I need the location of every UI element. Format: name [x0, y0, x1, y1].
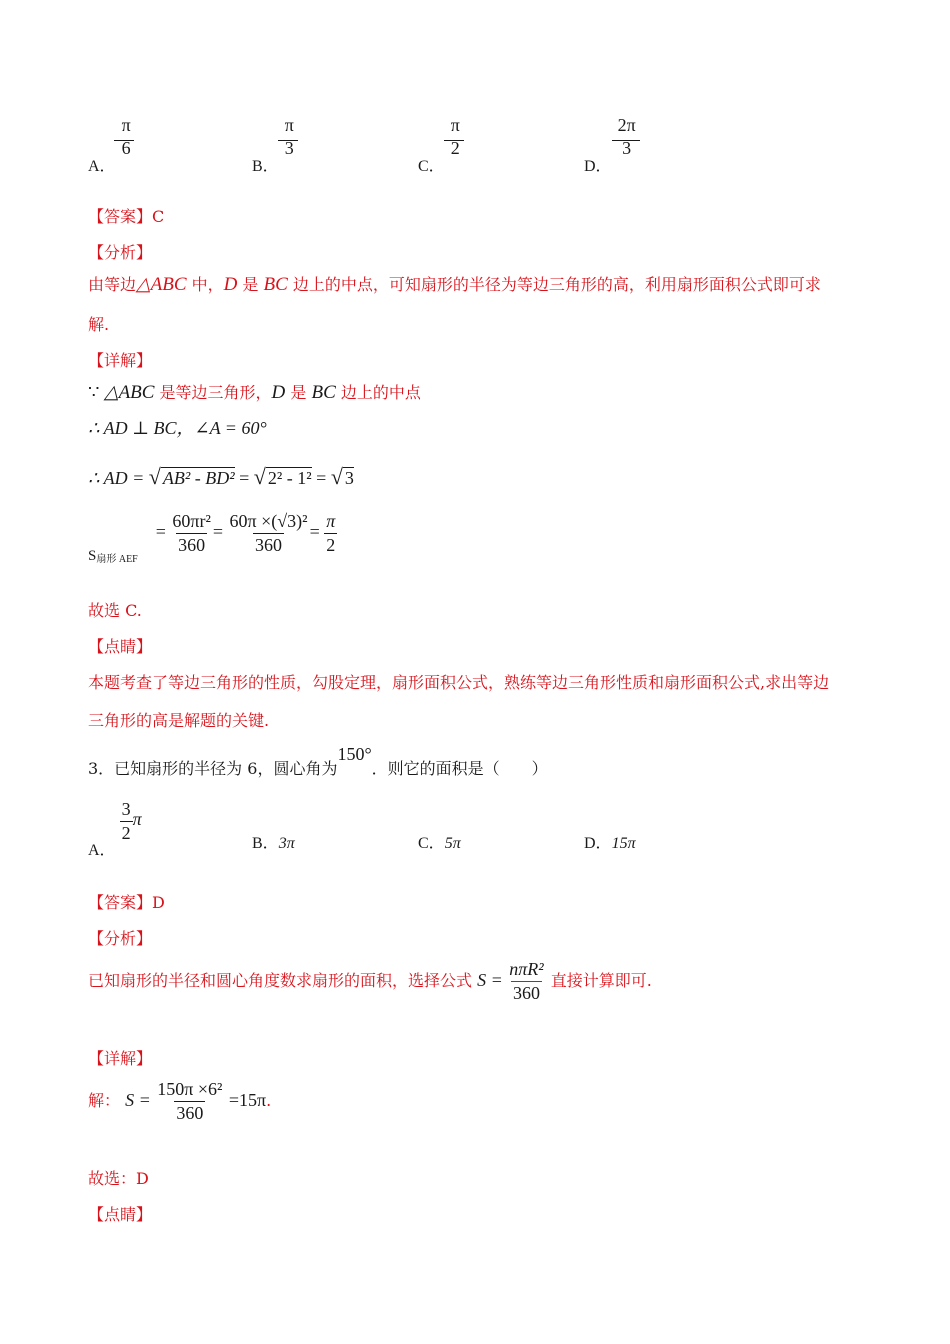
q3-option-c: C．5π	[418, 835, 461, 852]
q3-solution: 解： S = $\frac{\text{150π ×6²}}{360}$ =15π.	[88, 1079, 272, 1123]
q3-answer: 【答案】D	[88, 893, 165, 912]
q2-therefore-1: ∴ AD ⊥ BC，∠A = 60°	[88, 418, 267, 438]
fraction-bar	[612, 140, 640, 141]
q2-comment-line2: 三角形的高是解题的关键.	[88, 711, 270, 730]
area-fraction-1: $\frac{\text{60πr²}}{360}$	[172, 511, 211, 555]
option-letter: C．	[418, 157, 445, 175]
q2-area-formula: $_{S扇形 AEF}$= $\frac{\text{60πr²}}{360}$ = $\frac{\text{60π ×(√3)²}}{360}$ = $\frac{\pi}{2}$	[88, 511, 336, 565]
q2-option-d	[584, 115, 638, 175]
q3-stem: 3．已知扇形的半径为 6，圆心角为150°．则它的面积是（ ）	[88, 744, 548, 778]
q2-option-c	[418, 115, 462, 175]
solution-fraction: $\frac{\text{150π ×6²}}{360}$	[157, 1079, 223, 1123]
q3-option-b: B．3π	[252, 835, 295, 852]
option-fraction: π 3	[284, 115, 294, 158]
formula-fraction: $\frac{\text{nπR²}}{360}$	[509, 959, 544, 1003]
q2-therefore-2: ∴ AD = √ AB² - BD² = √ 2² - 1² = √ 3	[88, 464, 354, 489]
option-fraction: $\frac{3}{2}$	[121, 799, 131, 843]
option-fraction: 2π 3	[617, 115, 636, 158]
option-fraction: π 2	[450, 115, 460, 158]
area-fraction-3: $\frac{\pi}{2}$	[326, 511, 336, 555]
q2-analysis-text: 由等边△ABC 中，D 是 BC 边上的中点，可知扇形的半径为等边三角形的高，利用扇形面积公式即可求	[88, 274, 821, 295]
q2-option-b	[252, 115, 296, 175]
option-letter: B．	[252, 157, 279, 175]
q2-choose: 故选 C.	[88, 601, 142, 620]
fraction-bar	[278, 140, 298, 141]
q2-answer: 【答案】C	[88, 207, 165, 226]
q3-option-d: D．15π	[584, 835, 636, 852]
fraction-bar	[114, 140, 134, 141]
q3-analysis-label: 【分析】	[88, 929, 153, 948]
q2-analysis-line2: 解.	[88, 315, 110, 334]
q3-choose: 故选：D	[88, 1169, 149, 1188]
q3-comment-label: 【点睛】	[88, 1205, 153, 1224]
q2-detail-label: 【详解】	[88, 351, 153, 370]
q2-because-line: ∵ △ABC 是等边三角形，D 是 BC 边上的中点	[88, 382, 421, 403]
area-fraction-2: $\frac{\text{60π ×(√3)²}}{360}$	[229, 511, 308, 555]
fraction-bar	[444, 140, 464, 141]
q2-comment-line1: 本题考查了等边三角形的性质，勾股定理，扇形面积公式，熟练等边三角形性质和扇形面积公式,求出等边	[88, 673, 830, 692]
option-letter: D．	[584, 157, 612, 175]
q2-comment-label: 【点睛】	[88, 637, 153, 656]
q3-analysis-text: 已知扇形的半径和圆心角度数求扇形的面积，选择公式 S = $\frac{\text{nπR²}}{360}$ 直接计算即可.	[88, 959, 652, 1003]
option-fraction: π 6	[121, 115, 131, 158]
q2-option-a	[88, 115, 133, 175]
q2-analysis-label: 【分析】	[88, 243, 153, 262]
option-letter: A．	[88, 157, 116, 175]
q3-detail-label: 【详解】	[88, 1049, 153, 1068]
q3-option-a: A． $\frac{3}{2}$ π	[88, 799, 142, 860]
